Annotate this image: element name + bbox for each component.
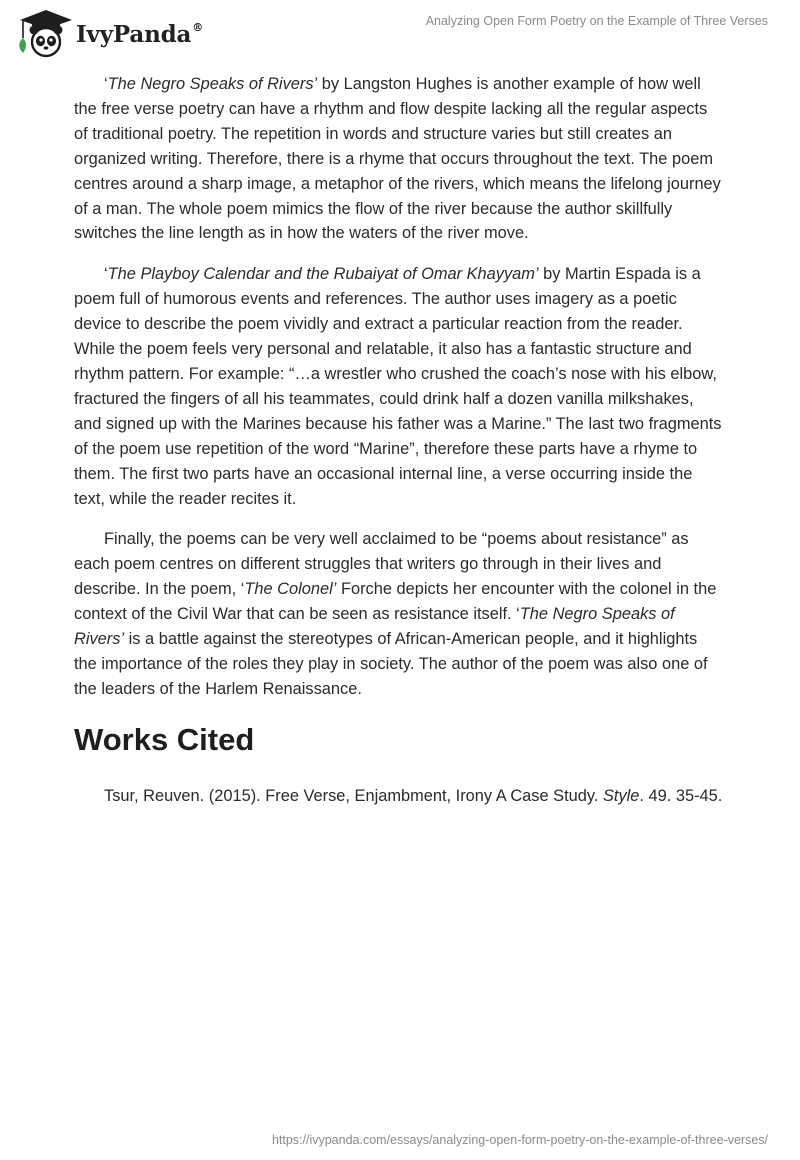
text-segment: by Martin Espada is a poem full of humorous events and references. The author uses imagery as a poetic device to describe the poem vividly and extract a particular reaction from the reader. While the poem feels very personal and relatable, it also has a fantastic structure and rhythm pattern. For example: “…a wrestler who crushed the coach’s nose with his elbow, fractured the fingers of all his teammates, could drink half a dozen vanilla milkshakes, and signed up with the Marines because his father was a Marine.” The last two fragments of the poem use repetition of the word “Marine”, therefore these parts have a rhyme to them. The first two parts have an occasional internal line, a verse occurring inside the text, while the reader recites it.: [74, 265, 722, 508]
italic-title-text: Style: [602, 786, 640, 805]
text-segment: ‘: [104, 265, 108, 284]
text-segment: Finally, the poems can be very well acclaimed to be “poems about resistance” as each poem centres on different struggles that writers go through in their lives and describe. In the poem, ‘: [74, 530, 689, 599]
document-title: Analyzing Open Form Poetry on the Example of Three Verses: [425, 14, 768, 28]
page-header: [0, 0, 800, 64]
paragraph: [74, 262, 724, 511]
paragraph: [74, 527, 724, 701]
text-segment: ‘: [104, 75, 108, 93]
brand-name: IvyPanda®: [76, 20, 203, 48]
source-url[interactable]: https://ivypanda.com/essays/analyzing-open-form-poetry-on-the-example-of-three-verses/: [271, 1133, 768, 1147]
brand-logo[interactable]: [14, 8, 203, 58]
text-segment: Tsur, Reuven. (2015). Free Verse, Enjambment, Irony A Case Study.: [104, 786, 603, 805]
essay-body: [74, 72, 724, 809]
italic-title-text: The Negro Speaks of Rivers’: [107, 75, 318, 93]
italic-title-text: The Playboy Calendar and the Rubaiyat of Omar Khayyam’: [107, 265, 539, 284]
text-segment: by Langston Hughes is another example of how well the free verse poetry can have a rhythm and flow despite lacking all the regular aspects of traditional poetry. The repetition in words and structure varies but still creates an organized writing. Therefore, there is a rhyme that occurs throughout the text. The poem centres around a sharp image, a metaphor of the rivers, which means the lifelong journey of a man. The whole poem mimics the flow of the river because the author skillfully switches the line length as in how the waters of the river move.: [74, 75, 721, 243]
text-segment: Forche depicts her encounter with the colonel in the context of the Civil War that can be seen as resistance itself. ‘: [74, 580, 717, 624]
works-cited-heading: Works Cited: [74, 721, 255, 757]
text-segment: is a battle against the stereotypes of African-American people, and it highlights the importance of the roles they play in society. The author of the poem was also one of the leaders of the Harlem Renaissance.: [74, 630, 708, 698]
citation-entry: [74, 784, 724, 809]
panda-graduation-cap-icon: [14, 8, 72, 58]
italic-title-text: The Negro Speaks of Rivers’: [74, 605, 675, 649]
text-segment: . 49. 35-45.: [639, 786, 723, 805]
paragraph: [74, 72, 724, 246]
italic-title-text: The Colonel’: [244, 580, 337, 599]
